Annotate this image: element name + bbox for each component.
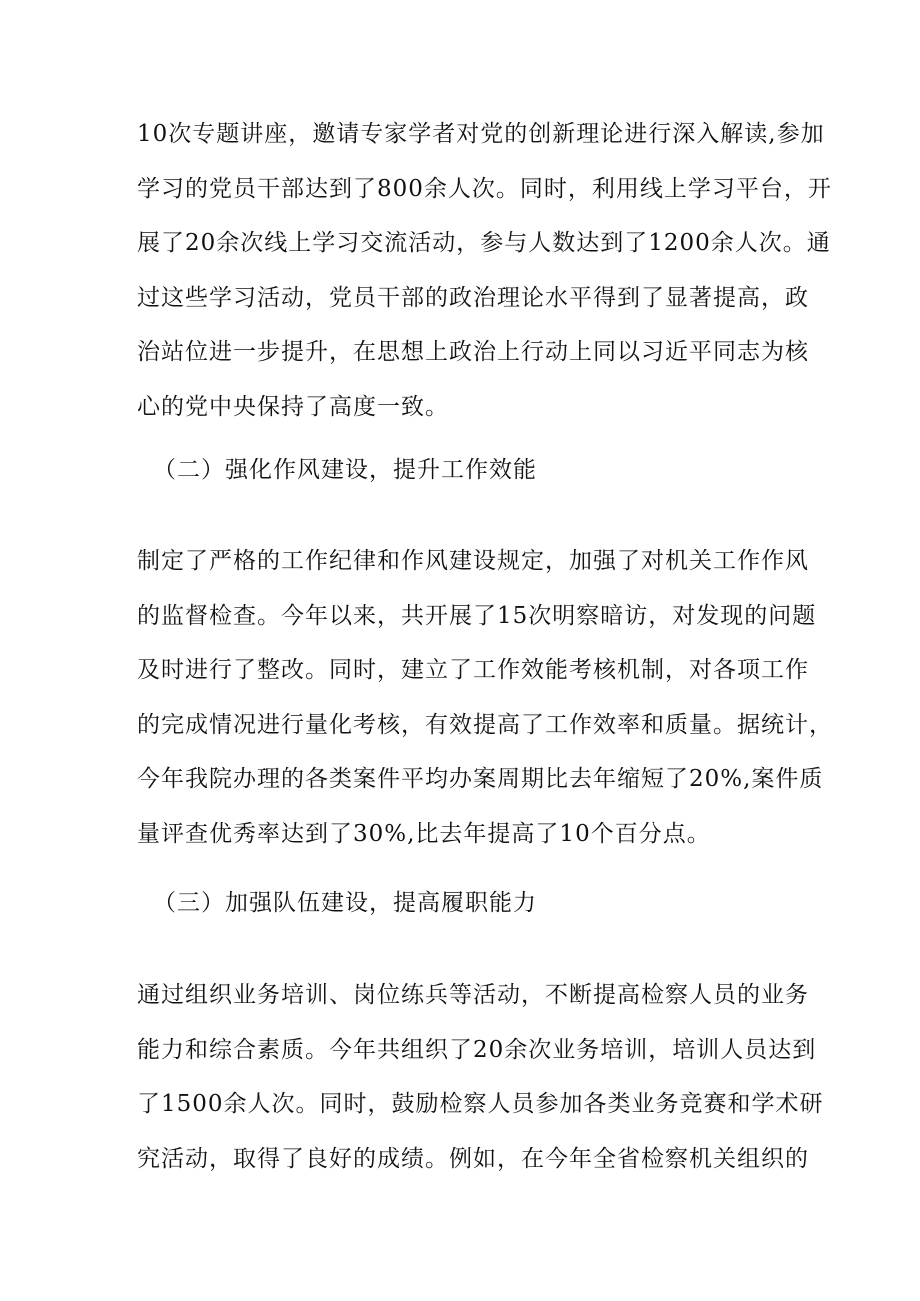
- text-line: 究活动，取得了良好的成绩。例如，在今年全省检察机关组织的: [137, 1145, 809, 1172]
- text-line: 制定了严格的工作纪律和作风建设规定，加强了对机关工作作风: [137, 548, 809, 574]
- text-line: 心的党中央保持了高度一致。: [137, 393, 449, 420]
- text-line: 量评查优秀率达到了30%,比去年提高了10个百分点。: [137, 820, 711, 847]
- section-heading-work-style: （二）强化作风建设，提升工作效能: [153, 457, 537, 483]
- text-line: 治站位进一步提升，在思想上政治上行动上同以习近平同志为核: [137, 339, 809, 365]
- paragraph-team-building: [137, 968, 824, 1186]
- paragraph-study-activities: [137, 107, 832, 434]
- paragraph-work-style: [137, 534, 833, 861]
- text-line: 了1500余人次。同时，鼓励检察人员参加各类业务竞赛和学术研: [137, 1091, 824, 1117]
- text-line: 展了20余次线上学习交流活动，参与人数达到了1200余人次。通: [137, 230, 831, 256]
- text-line: 今年我院办理的各类案件平均办案周期比去年缩短了20%,案件质: [137, 766, 824, 792]
- text-line: 通过组织业务培训、岗位练兵等活动，不断提高检察人员的业务: [137, 982, 809, 1008]
- text-line: 能力和综合素质。今年共组织了20余次业务培训，培训人员达到: [137, 1036, 817, 1063]
- text-line: 的完成情况进行量化考核，有效提高了工作效率和质量。据统计，: [137, 711, 833, 738]
- text-line: 10次专题讲座，邀请专家学者对党的创新理论进行深入解读,参加: [137, 121, 825, 147]
- section-heading-team-building: （三）加强队伍建设，提高履职能力: [153, 890, 537, 916]
- text-line: 及时进行了整改。同时，建立了工作效能考核机制，对各项工作: [137, 657, 809, 683]
- text-line: 的监督检查。今年以来，共开展了15次明察暗访，对发现的问题: [137, 602, 817, 629]
- text-line: 学习的党员干部达到了800余人次。同时，利用线上学习平台，开: [137, 175, 832, 202]
- text-line: 过这些学习活动，党员干部的政治理论水平得到了显著提高，政: [137, 284, 809, 311]
